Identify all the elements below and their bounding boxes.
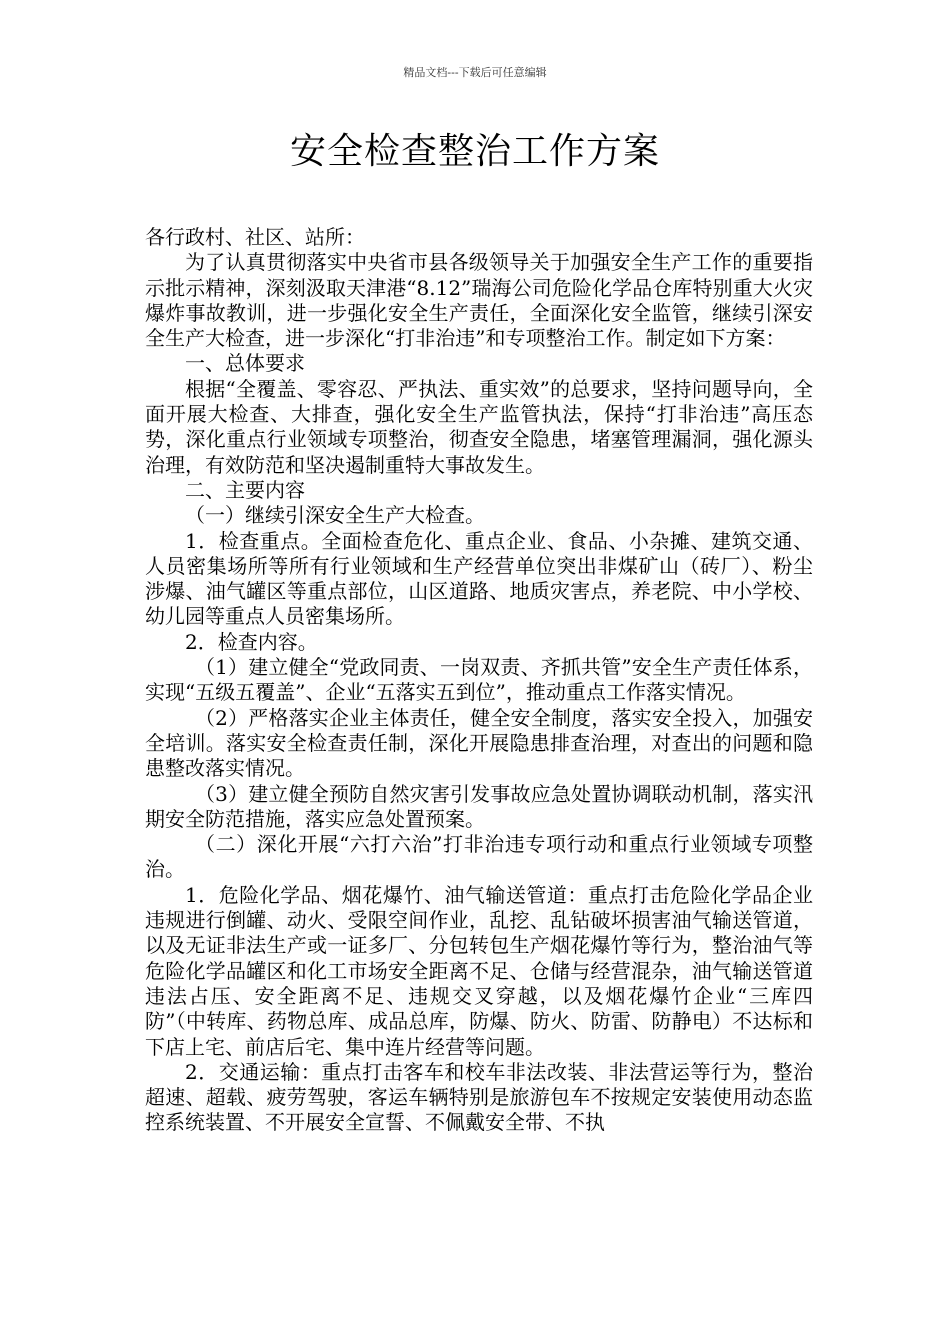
body-paragraph-item-1: （1）建立健全“党政同责、一岗双责、齐抓共管”安全生产责任体系，实现“五级五覆盖”、企业“五落实五到位”，推动重点工作落实情况。 — [145, 655, 813, 705]
subsection-heading-1: （一）继续引深安全生产大检查。 — [185, 503, 485, 528]
section-heading-overall: 一、总体要求 — [185, 351, 305, 376]
document-body — [145, 225, 813, 1136]
body-paragraph-item-3: （3）建立健全预防自然灾害引发事故应急处置协调联动机制，落实汛期安全防范措施，落实应急处置预案。 — [145, 781, 813, 831]
header-note: 精品文档---下载后可任意编辑 — [403, 66, 547, 79]
body-paragraph-content-heading: 2．检查内容。 — [185, 629, 318, 654]
body-paragraph-intro: 为了认真贯彻落实中央省市县各级领导关于加强安全生产工作的重要指示批示精神，深刻汲取天津港“8.12”瑞海公司危险化学品仓库特别重大火灾爆炸事故教训，进一步强化安全生产责任，全面深化安全监管，继续引深安全生产大检查，进一步深化“打非治违”和专项整治工作。制定如下方案： — [145, 250, 813, 351]
section-heading-main: 二、主要内容 — [185, 477, 305, 502]
body-paragraph-overall: 根据“全覆盖、零容忍、严执法、重实效”的总要求，坚持问题导向，全面开展大检查、大排查，强化安全生产监管执法，保持“打非治违”高压态势，深化重点行业领域专项整治，彻查安全隐患，堵塞管理漏洞，强化源头治理，有效防范和坚决遏制重特大事故发生。 — [145, 376, 813, 477]
body-paragraph-transport: 2．交通运输：重点打击客车和校车非法改装、非法营运等行为，整治超速、超载、疲劳驾驶，客运车辆特别是旅游包车不按规定安装使用动态监控系统装置、不开展安全宣誓、不佩戴安全带、不执 — [145, 1059, 813, 1135]
subsection-heading-2: （二）深化开展“六打六治”打非治违专项行动和重点行业领域专项整治。 — [145, 832, 813, 882]
document-title: 安全检查整治工作方案 — [289, 131, 660, 172]
body-paragraph-focus: 1．检查重点。全面检查危化、重点企业、食品、小杂摊、建筑交通、人员密集场所等所有行业领域和生产经营单位突出非煤矿山（砖厂）、粉尘涉爆、油气罐区等重点部位，山区道路、地质灾害点，养老院、中小学校、幼儿园等重点人员密集场所。 — [145, 528, 813, 629]
body-paragraph-hazmat: 1．危险化学品、烟花爆竹、油气输送管道：重点打击危险化学品企业违规进行倒罐、动火、受限空间作业，乱挖、乱钻破坏损害油气输送管道，以及无证非法生产或一证多厂、分包转包生产烟花爆竹等行为，整治油气等危险化学品罐区和化工市场安全距离不足、仓储与经营混杂，油气输送管道违法占压、安全距离不足、违规交叉穿越，以及烟花爆竹企业“三库四防”（中转库、药物总库、成品总库，防爆、防火、防雷、防静电）不达标和下店上宅、前店后宅、集中连片经营等问题。 — [145, 882, 813, 1059]
body-paragraph-item-2: （2）严格落实企业主体责任，健全安全制度，落实安全投入，加强安全培训。落实安全检查责任制，深化开展隐患排查治理，对查出的问题和隐患整改落实情况。 — [145, 705, 813, 781]
salutation: 各行政村、社区、站所： — [145, 225, 365, 249]
